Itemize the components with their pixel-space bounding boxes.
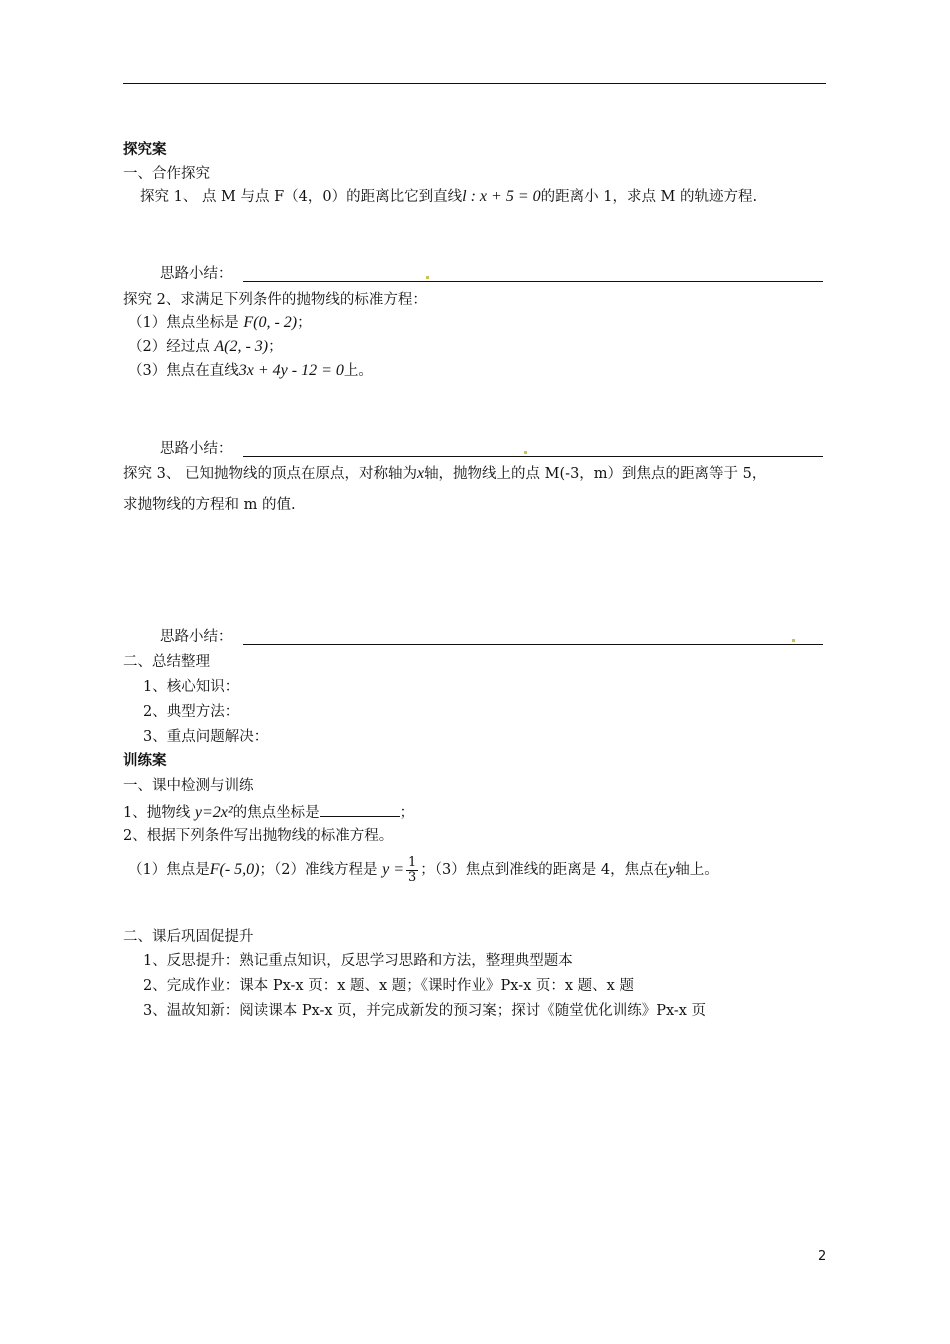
problem-1-math: l : x + 5 = 0 [462,188,541,205]
item-3-prefix: （3）焦点在直线 [128,363,239,379]
header-rule [123,83,826,84]
problem-2-item-3 [128,362,373,380]
item-2-suffix: ； [268,339,283,355]
summary-label-2: 思路小结： [160,441,233,457]
summary-item-problems: 3、重点问题解决： [143,729,269,745]
q2b-suffix: ；（3）焦点到准线的距离是 4，焦点在 [420,862,669,878]
summary-line-2[interactable] [243,456,823,457]
q2-end: 轴上。 [675,862,719,878]
q2a-math: F(- 5,0) [209,861,260,878]
after-class-item-1: 1、反思提升：熟记重点知识，反思学习思路和方法，整理典型题本 [143,953,573,969]
summary-line-1[interactable] [243,281,823,282]
section-after-class: 二、课后巩固促提升 [123,929,254,945]
q1-end: ； [399,805,415,821]
training-title: 训练案 [123,753,167,769]
q1-prefix: 1、抛物线 [123,805,191,821]
q1-suffix: 的焦点坐标是 [232,805,320,821]
section-summary: 二、总结整理 [123,654,210,670]
item-2-math: A(2, - 3) [214,338,269,355]
item-1-suffix: ； [297,315,312,331]
section-classroom: 一、课中检测与训练 [123,778,254,794]
fraction-numerator: 1 [408,854,417,870]
problem-1-suffix: 的距离小 1，求点 M 的轨迹方程. [540,189,758,205]
q2b-lhs: y = [382,861,404,878]
after-class-item-2: 2、完成作业：课本 Px-x 页：x 题、x 题；《课时作业》Px-x 页：x 题、x 题 [143,978,634,994]
problem-1 [140,188,757,206]
question-1 [123,802,414,822]
item-2-prefix: （2）经过点 [128,339,210,355]
artifact-dot [792,639,795,642]
problem-1-prefix: 探究 1、 点 M 与点 F（4，0）的距离比它到直线 [140,189,463,205]
fraction-one-third [406,856,418,885]
after-class-item-3: 3、温故知新：阅读课本 Px-x 页，并完成新发的预习案；探讨《随堂优化训练》Px-x 页 [143,1003,707,1019]
problem-3-x: x [416,465,425,482]
q2-y: y [668,861,676,878]
section-cooperative: 一、合作探究 [123,166,210,182]
question-2: 2、根据下列条件写出抛物线的标准方程。 [123,828,394,844]
problem-3-text-b: 轴，抛物线上的点 M(-3，m）到焦点的距离等于 5， [424,466,767,482]
summary-line-3[interactable] [243,644,823,645]
problem-2-title: 探究 2、求满足下列条件的抛物线的标准方程： [123,292,427,308]
problem-3-line-1 [123,465,766,483]
summary-label-3: 思路小结： [160,629,233,645]
problem-2-item-2 [128,338,283,356]
page-number: 2 [818,1249,827,1264]
problem-2-item-1 [128,314,312,332]
study-title: 探究案 [123,142,167,158]
summary-item-core: 1、核心知识： [143,679,240,695]
summary-label-1: 思路小结： [160,266,233,282]
summary-item-method: 2、典型方法： [143,704,240,720]
item-1-math: F(0, - 2) [243,314,298,331]
artifact-dot [426,276,429,279]
item-3-suffix: 上。 [343,363,373,379]
item-3-math: 3x + 4y - 12 = 0 [238,362,344,379]
fraction-denominator: 3 [408,869,417,885]
problem-3-line-2: 求抛物线的方程和 m 的值. [123,497,296,513]
answer-blank[interactable] [320,802,400,817]
problem-3-text-a: 探究 3、 已知抛物线的顶点在原点，对称轴为 [123,466,417,482]
item-1-prefix: （1）焦点坐标是 [128,315,239,331]
q2a-suffix: ；（2）准线方程是 [259,862,378,878]
q2a-prefix: （1）焦点是 [128,862,210,878]
artifact-dot [524,451,527,454]
q1-math: y=2x² [194,804,233,821]
question-2-items [128,855,719,885]
